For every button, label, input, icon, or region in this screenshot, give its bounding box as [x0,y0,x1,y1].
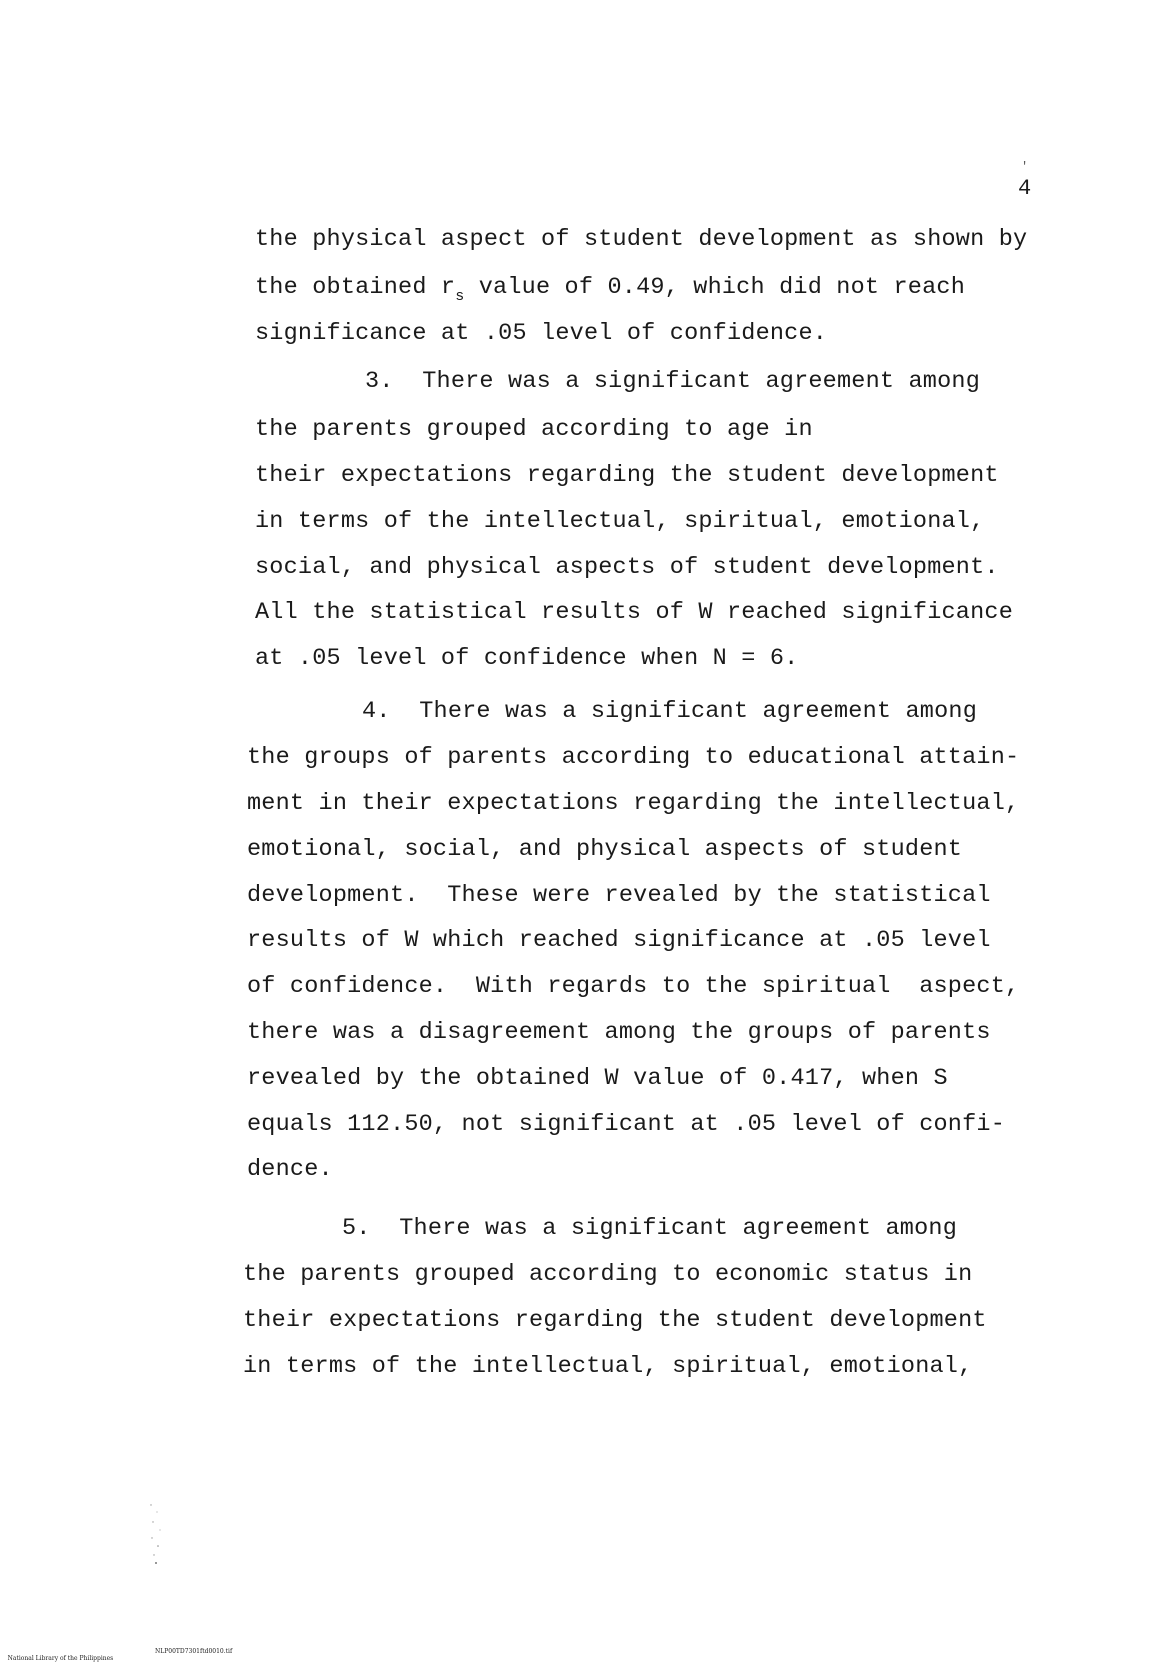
text-line: significance at .05 level of confidence. [255,320,828,347]
text-segment: value of 0.49, which did not reach [464,274,966,301]
footer-file: NLP00TD7301ftd0010.tif [155,1648,233,1655]
page-number: 4 [1018,176,1032,201]
text-line: the groups of parents according to educational attain- [247,744,1020,771]
text-line: emotional, social, and physical aspects of student [247,836,963,863]
scan-footer [0,1648,233,1676]
text-line: dence. [247,1156,333,1183]
text-line: in terms of the intellectual, spiritual, emotional, [243,1353,973,1380]
text-line: at .05 level of confidence when N = 6. [255,645,799,672]
subscript: s [455,288,465,305]
text-line: equals 112.50, not significant at .05 level of confi- [247,1111,1006,1138]
text-line: revealed by the obtained W value of 0.417, when S [247,1065,948,1092]
text-line: development. These were revealed by the statistical [247,882,991,909]
text-line: results of W which reached significance at .05 level [247,927,991,954]
text-line: 5. There was a significant agreement among [342,1215,957,1242]
page-number-mark: ' [1021,160,1029,174]
text-line: All the statistical results of W reached significance [255,599,1014,626]
text-line: their expectations regarding the student development [243,1307,987,1334]
text-line: the physical aspect of student development as shown by [255,226,1028,253]
text-line: of confidence. With regards to the spiritual aspect, [247,973,1020,1000]
text-line: social, and physical aspects of student development. [255,554,999,581]
text-line: the parents grouped according to economic status in [243,1261,973,1288]
text-line: in terms of the intellectual, spiritual, emotional, [255,508,985,535]
text-line: ment in their expectations regarding the intellectual, [247,790,1020,817]
text-line [255,276,965,304]
footer-library: National Library of the Philippines [7,1655,114,1662]
text-line: the parents grouped according to age in [255,416,813,443]
scan-specks [148,1500,166,1570]
text-line: their expectations regarding the student development [255,462,999,489]
text-line: there was a disagreement among the groups of parents [247,1019,991,1046]
text-segment: the obtained r [255,274,456,301]
text-line: 3. There was a significant agreement among [365,368,980,395]
text-line: 4. There was a significant agreement among [362,698,977,725]
